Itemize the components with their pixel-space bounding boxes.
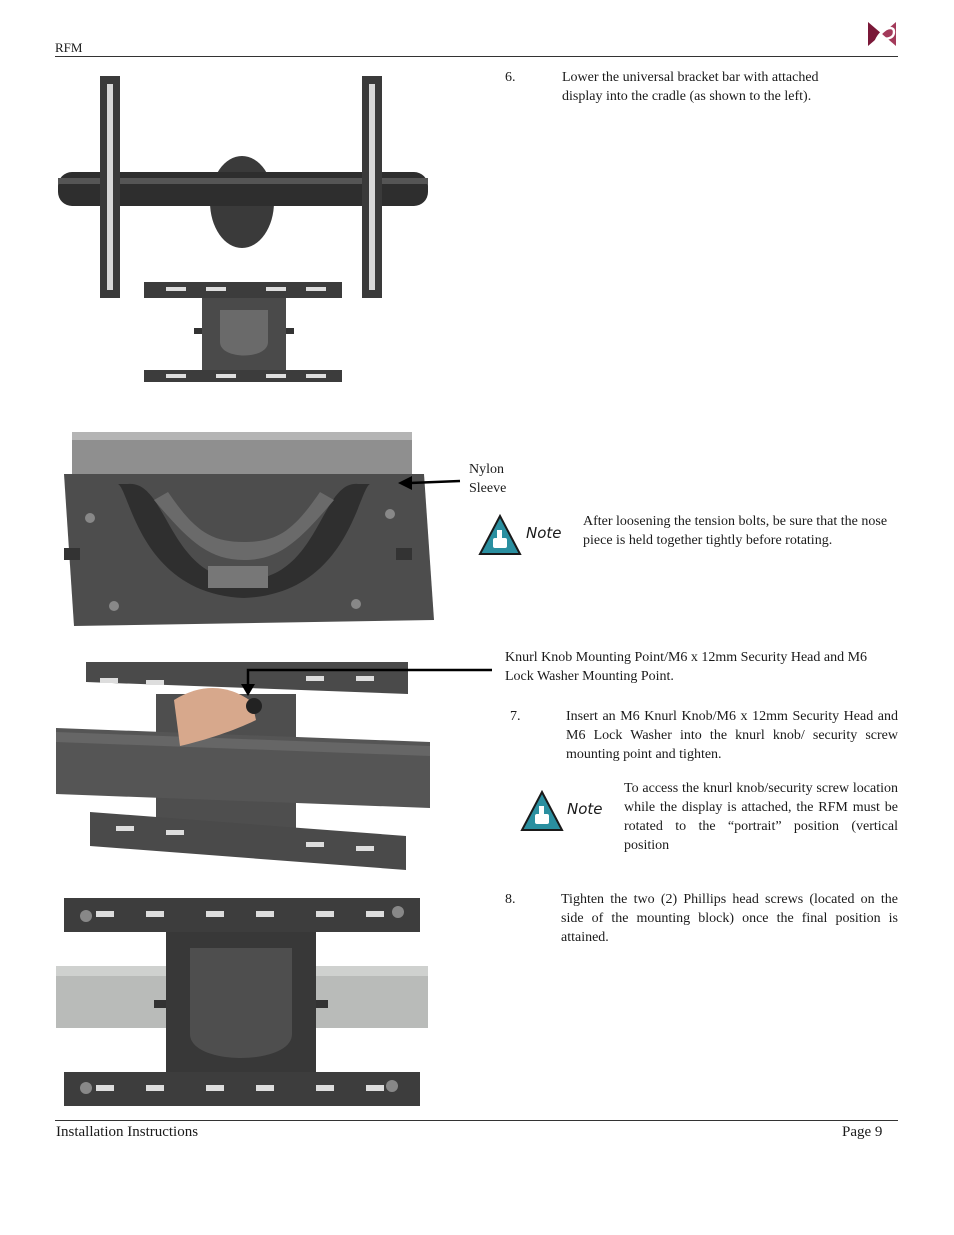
step-7-text: Insert an M6 Knurl Knob/M6 x 12mm Security Head and M6 Lock Washer into the knurl knob/ security screw mounting point and tighten. [566,709,898,762]
header-title: RFM [55,40,83,55]
step-6-text: Lower the universal bracket bar with attached display into the cradle (as shown to the left). [562,70,819,104]
note-2-symbol [520,790,620,834]
note-1-text: After loosening the tension bolts, be sure that the nose piece is held together tightly before rotating. [583,514,888,548]
cradle-closeup-figure [58,430,434,628]
nylon-sleeve-line-1: Nylon [469,462,504,477]
step-6-number: 6. [505,70,516,85]
note-2-label: Note [567,800,603,818]
step-8-text: Tighten the two (2) Phillips head screws (located on the side of the mounting block) once the final position is attained. [561,892,898,945]
knurl-knob-label: Knurl Knob Mounting Point/M6 x 12mm Security Head and M6 Lock Washer Mounting Point. [505,650,868,684]
note-2-text: To access the knurl knob/security screw location while the display is attached, the RFM must be rotated to the “portrait” position (vertical position [624,781,898,853]
note-hand-icon [478,514,522,556]
knurl-knob-arrow [240,666,494,698]
nylon-sleeve-arrow [396,470,462,492]
brand-logo-icon [864,16,900,54]
note-hand-icon [520,790,564,832]
step-8-number: 8. [505,892,516,907]
header-rule [55,56,898,57]
footer-rule [55,1120,898,1121]
mounting-block-figure [56,896,432,1108]
page-number: Page 9 [842,1124,883,1140]
nylon-sleeve-line-2: Sleeve [469,481,507,496]
nylon-sleeve-label [469,460,506,498]
bracket-bar-figure [56,74,432,386]
footer-left: Installation Instructions [56,1124,199,1140]
step-7-number: 7. [510,709,521,724]
note-1-symbol [478,514,578,558]
note-1-label: Note [526,524,562,542]
